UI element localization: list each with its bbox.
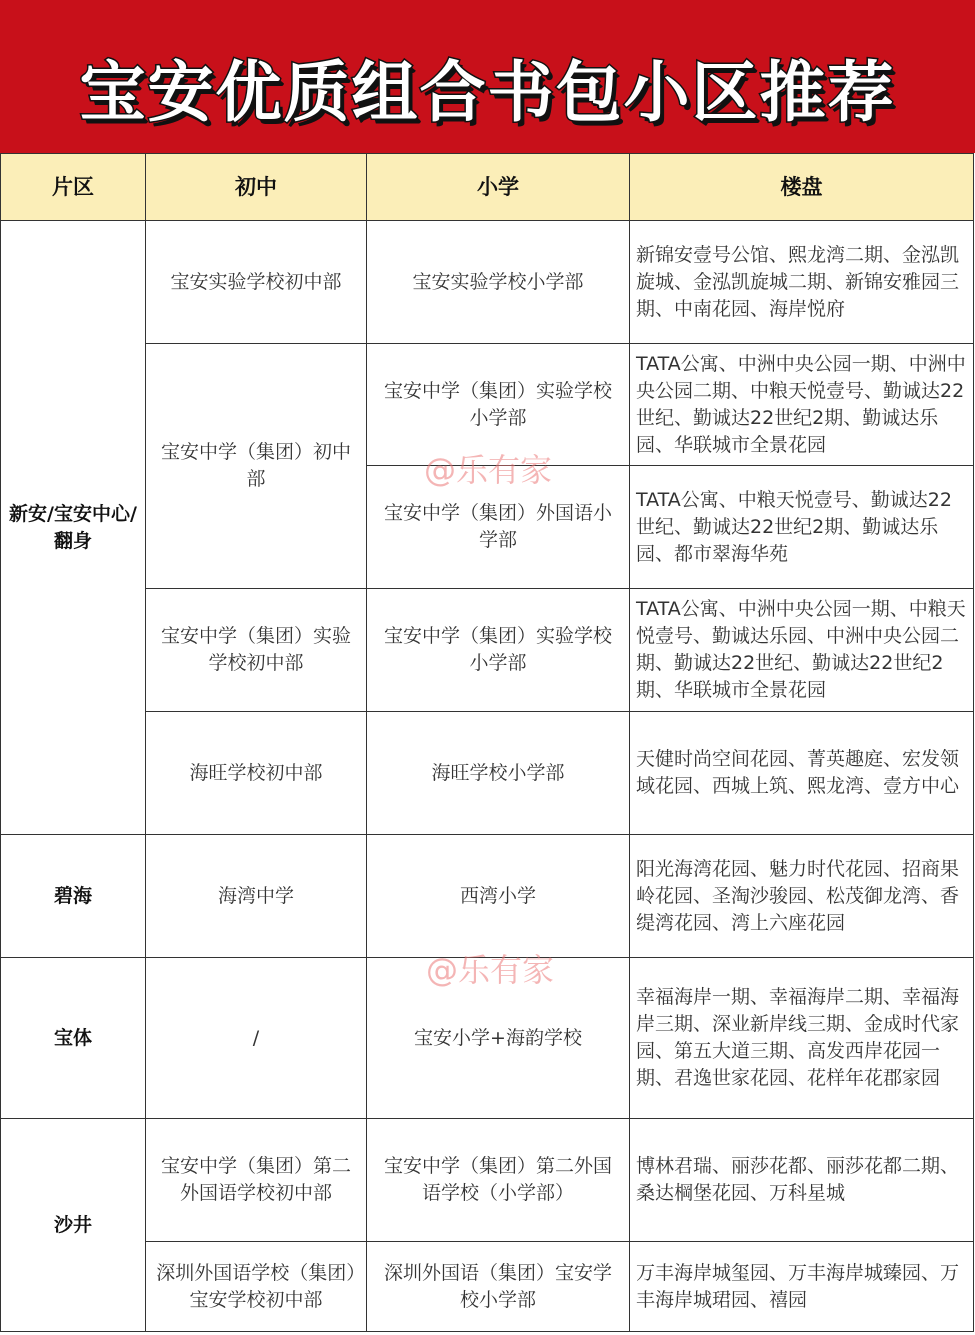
primary-school-cell: 宝安小学+海韵学校 (367, 958, 630, 1119)
table-row (1, 712, 974, 835)
table-row (1, 835, 974, 958)
primary-school-cell: 宝安中学（集团）实验学校小学部 (367, 344, 630, 466)
table-row (1, 589, 974, 712)
region-cell: 沙井 (1, 1119, 146, 1332)
middle-school-cell: 宝安中学（集团）初中部 (146, 344, 367, 589)
middle-school-cell: 海旺学校初中部 (146, 712, 367, 835)
middle-school-cell: 宝安中学（集团）第二外国语学校初中部 (146, 1119, 367, 1242)
table-row (1, 1119, 974, 1242)
middle-school-cell: 海湾中学 (146, 835, 367, 958)
estates-cell: 天健时尚空间花园、菁英趣庭、宏发领域花园、西城上筑、熙龙湾、壹方中心 (630, 712, 974, 835)
primary-school-cell: 宝安实验学校小学部 (367, 221, 630, 344)
region-cell: 新安/宝安中心/翻身 (1, 221, 146, 835)
middle-school-cell: / (146, 958, 367, 1119)
region-cell: 宝体 (1, 958, 146, 1119)
middle-school-cell: 宝安实验学校初中部 (146, 221, 367, 344)
header-estates: 楼盘 (630, 154, 974, 221)
table-row (1, 1242, 974, 1332)
primary-school-cell: 海旺学校小学部 (367, 712, 630, 835)
estates-cell: 万丰海岸城玺园、万丰海岸城臻园、万丰海岸城珺园、禧园 (630, 1242, 974, 1332)
school-district-table (0, 153, 974, 1332)
primary-school-cell: 西湾小学 (367, 835, 630, 958)
estates-cell: 新锦安壹号公馆、熙龙湾二期、金泓凯旋城、金泓凯旋城二期、新锦安雅园三期、中南花园、海岸悦府 (630, 221, 974, 344)
estates-cell: TATA公寓、中粮天悦壹号、勤诚达22世纪、勤诚达22世纪2期、勤诚达乐园、都市翠海华苑 (630, 466, 974, 589)
estates-cell: 博林君瑞、丽莎花都、丽莎花都二期、桑达棡堡花园、万科星城 (630, 1119, 974, 1242)
watermark-text: @乐有家 (426, 951, 555, 989)
estates-cell: 阳光海湾花园、魅力时代花园、招商果岭花园、圣淘沙骏园、松茂御龙湾、香缇湾花园、湾上六座花园 (630, 835, 974, 958)
header-middle-school: 初中 (146, 154, 367, 221)
estates-cell: TATA公寓、中洲中央公园一期、中洲中央公园二期、中粮天悦壹号、勤诚达22世纪、勤诚达22世纪2期、勤诚达乐园、华联城市全景花园 (630, 344, 974, 466)
middle-school-cell: 深圳外国语学校（集团）宝安学校初中部 (146, 1242, 367, 1332)
header-region: 片区 (1, 154, 146, 221)
primary-school-cell: 宝安中学（集团）第二外国语学校（小学部） (367, 1119, 630, 1242)
region-cell: 碧海 (1, 835, 146, 958)
middle-school-cell: 宝安中学（集团）实验学校初中部 (146, 589, 367, 712)
watermark-text: @乐有家 (424, 451, 553, 489)
estates-cell: 幸福海岸一期、幸福海岸二期、幸福海岸三期、深业新岸线三期、金成时代家园、第五大道三期、高发西岸花园一期、君逸世家花园、花样年花郡家园 (630, 958, 974, 1119)
table-header-row (1, 154, 974, 221)
primary-school-cell: 宝安中学（集团）外国语小学部 (367, 466, 630, 589)
estates-cell: TATA公寓、中洲中央公园一期、中粮天悦壹号、勤诚达乐园、中洲中央公园二期、勤诚达22世纪、勤诚达22世纪2期、华联城市全景花园 (630, 589, 974, 712)
table-row (1, 221, 974, 344)
primary-school-cell: 宝安中学（集团）实验学校小学部 (367, 589, 630, 712)
primary-school-cell: 深圳外国语（集团）宝安学校小学部 (367, 1242, 630, 1332)
page-title: 宝安优质组合书包小区推荐 (79, 54, 896, 131)
header-primary-school: 小学 (367, 154, 630, 221)
